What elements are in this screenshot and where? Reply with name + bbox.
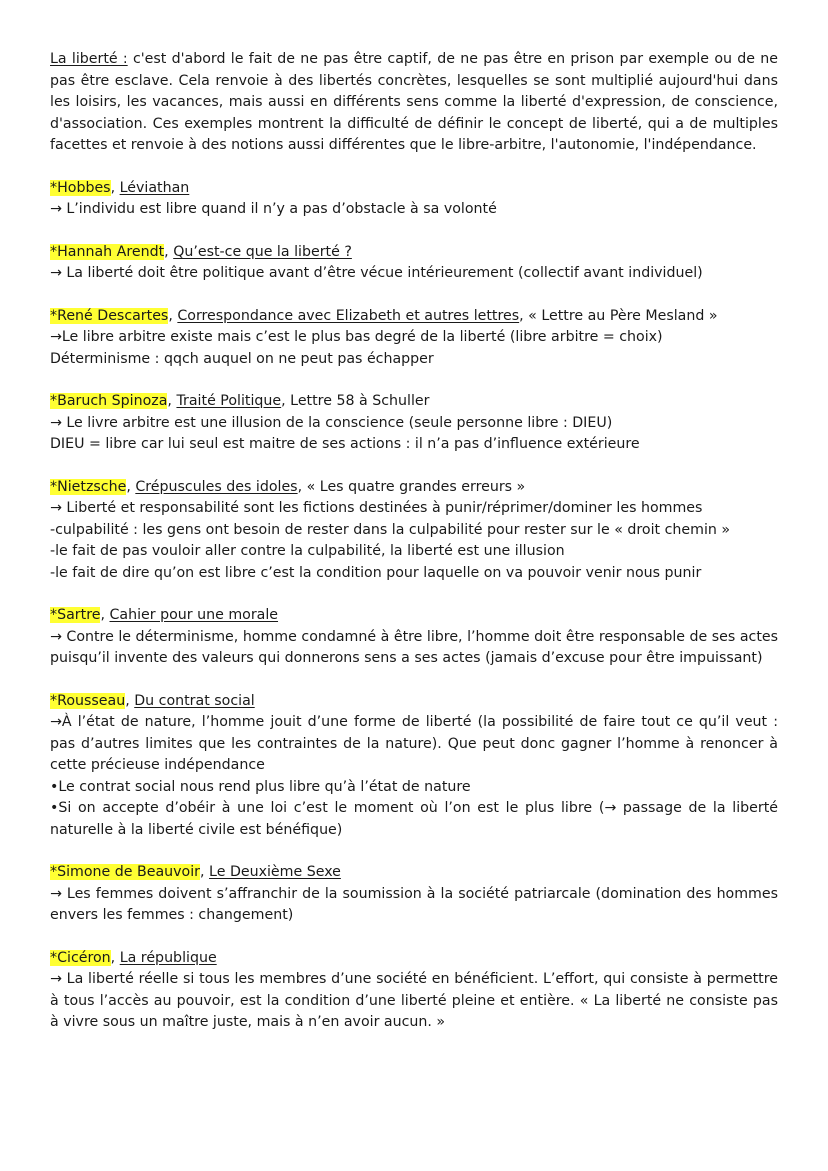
work-title: Cahier pour une morale bbox=[109, 607, 279, 623]
author-section bbox=[50, 477, 778, 585]
section-heading bbox=[50, 691, 778, 713]
note-line: → La liberté doit être politique avant d’être vécue intérieurement (collectif avant individuel) bbox=[50, 265, 703, 281]
author-section bbox=[50, 948, 778, 1034]
separator-comma: , bbox=[110, 949, 120, 966]
author-name: *René Descartes bbox=[50, 307, 169, 324]
separator-comma: , bbox=[200, 864, 210, 880]
work-title: Du contrat social bbox=[134, 692, 255, 709]
section-heading bbox=[50, 948, 778, 970]
author-name: *Baruch Spinoza bbox=[50, 393, 168, 409]
work-title: Crépuscules des idoles bbox=[135, 478, 298, 495]
note-line: •Si on accepte d’obéir à une loi c’est le moment où l’on est le plus libre (→ passage de la liberté naturelle à la liberté civile est bénéfique) bbox=[50, 800, 778, 838]
author-section bbox=[50, 391, 778, 456]
author-name: *Sartre bbox=[50, 607, 101, 623]
author-name: *Hobbes bbox=[50, 179, 111, 196]
note-line: -le fait de pas vouloir aller contre la culpabilité, la liberté est une illusion bbox=[50, 543, 565, 559]
intro-term: La liberté : bbox=[50, 51, 128, 67]
separator-comma: , bbox=[164, 243, 174, 260]
work-title: Qu’est-ce que la liberté ? bbox=[173, 243, 352, 260]
author-section bbox=[50, 862, 778, 927]
note-line: •Le contrat social nous rend plus libre qu’à l’état de nature bbox=[50, 778, 471, 795]
work-extra: , « Les quatre grandes erreurs » bbox=[297, 478, 526, 495]
intro-text: c'est d'abord le fait de ne pas être captif, de ne pas être en prison par exemple ou de ne pas être esclave. Cela renvoie à des libertés concrètes, lesquelles se sont multiplié aujourd'hui dans les loisirs, les vacances, mais aussi en différents sens comme la liberté d'expression, de conscience, d'association. Ces exemples montrent la difficulté de définir le concept de liberté, qui a de multiples facettes et renvoie à des notions aussi différentes que le libre-arbitre, l'autonomie, l'indépendance. bbox=[50, 51, 779, 153]
note-line: → L’individu est libre quand il n’y a pas d’obstacle à sa volonté bbox=[50, 201, 497, 217]
author-section bbox=[50, 306, 778, 371]
separator-comma: , bbox=[126, 478, 136, 495]
note-line: → Le livre arbitre est une illusion de la conscience (seule personne libre : DIEU) bbox=[50, 414, 613, 431]
section-heading bbox=[50, 391, 778, 413]
author-name: *Rousseau bbox=[50, 692, 126, 709]
document-page bbox=[50, 49, 778, 1055]
note-line: → Les femmes doivent s’affranchir de la soumission à la société patriarcale (domination des hommes envers les femmes : changement) bbox=[50, 885, 778, 923]
work-extra: , « Lettre au Père Mesland » bbox=[519, 307, 718, 324]
note-line: →À l’état de nature, l’homme jouit d’une forme de liberté (la possibilité de faire tout ce qu’il veut : pas d’autres limites que les contraintes de la nature). Que peut donc gagner l’homme à renoncer à cette précieuse indépendance bbox=[50, 714, 778, 773]
note-line: → Liberté et responsabilité sont les fictions destinées à punir/réprimer/dominer les hommes bbox=[50, 500, 703, 516]
note-line: → Contre le déterminisme, homme condamné à être libre, l’homme doit être responsable de ses actes puisqu’il invente des valeurs qui donnerons sens a ses actes (jamais d’excuse pour être impuissant) bbox=[50, 628, 778, 666]
note-line: -culpabilité : les gens ont besoin de rester dans la culpabilité pour rester sur le « droit chemin » bbox=[50, 521, 731, 538]
note-line: →Le libre arbitre existe mais c’est le plus bas degré de la liberté (libre arbitre = choix) bbox=[50, 329, 663, 345]
separator-comma: , bbox=[167, 393, 177, 409]
separator-comma: , bbox=[110, 179, 120, 196]
separator-comma: , bbox=[125, 692, 135, 709]
section-heading bbox=[50, 242, 778, 264]
author-section bbox=[50, 691, 778, 842]
author-section bbox=[50, 178, 778, 221]
work-title: Traité Politique bbox=[176, 393, 282, 409]
work-title: La république bbox=[119, 949, 217, 966]
note-line: Déterminisme : qqch auquel on ne peut pas échapper bbox=[50, 350, 434, 367]
work-title: Correspondance avec Elizabeth et autres lettres bbox=[177, 307, 520, 324]
section-heading bbox=[50, 477, 778, 499]
section-heading bbox=[50, 178, 778, 200]
author-section bbox=[50, 242, 778, 285]
author-name: *Hannah Arendt bbox=[50, 243, 165, 260]
note-line: DIEU = libre car lui seul est maitre de ses actions : il n’a pas d’influence extérieure bbox=[50, 436, 640, 452]
work-title: Léviathan bbox=[119, 179, 190, 196]
separator-comma: , bbox=[168, 307, 178, 324]
note-line: -le fait de dire qu’on est libre c’est la condition pour laquelle on va pouvoir venir nous punir bbox=[50, 564, 702, 581]
section-heading bbox=[50, 605, 778, 627]
note-line: → La liberté réelle si tous les membres d’une société en bénéficient. L’effort, qui consiste à permettre à tous l’accès au pouvoir, est la condition d’une liberté pleine et entière. « La liberté ne consiste pas à vivre sous un maître juste, mais à n’en avoir aucun. » bbox=[50, 971, 778, 1030]
author-name: *Nietzsche bbox=[50, 478, 127, 495]
separator-comma: , bbox=[100, 607, 110, 623]
section-heading bbox=[50, 862, 778, 884]
author-name: *Cicéron bbox=[50, 949, 111, 966]
author-section bbox=[50, 605, 778, 670]
work-title: Le Deuxième Sexe bbox=[209, 864, 341, 880]
work-extra: , Lettre 58 à Schuller bbox=[281, 393, 430, 409]
author-name: *Simone de Beauvoir bbox=[50, 864, 201, 880]
author-sections bbox=[50, 178, 778, 1034]
section-heading bbox=[50, 306, 778, 328]
intro-paragraph bbox=[50, 49, 778, 157]
